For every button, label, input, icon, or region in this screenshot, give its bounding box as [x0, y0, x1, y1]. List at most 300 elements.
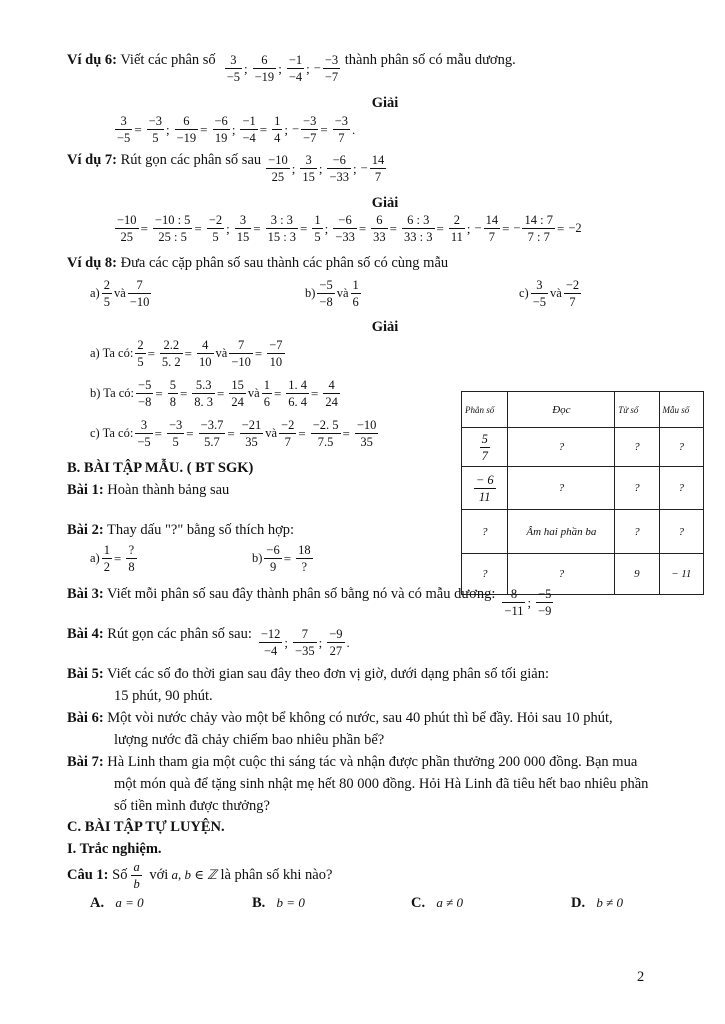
item-tag: b): [252, 551, 263, 566]
separator: ;: [231, 122, 236, 137]
denominator: 7: [374, 170, 382, 184]
fraction: [484, 213, 501, 244]
fraction: [135, 418, 152, 449]
fraction: [371, 213, 388, 244]
fraction: [323, 378, 340, 409]
numerator: 6: [371, 213, 388, 229]
solution-title: [0, 196, 725, 211]
fraction-table: [461, 391, 704, 595]
fraction: [147, 114, 164, 145]
fraction: [126, 543, 136, 574]
fraction: [536, 587, 553, 618]
bai-2: [67, 523, 294, 538]
numerator: 14 : 7: [524, 213, 553, 227]
equals-sign: =: [186, 426, 194, 441]
separator: ;: [353, 161, 357, 176]
solution-prefix: a) Ta có:: [90, 346, 134, 361]
denominator: 7: [284, 435, 291, 449]
example-8-pair-2: [519, 278, 582, 309]
denominator: −9: [538, 604, 552, 618]
equals-sign: =: [200, 122, 208, 137]
table-cell: ?: [659, 467, 703, 510]
exercise-label: Bài 5:: [67, 666, 104, 682]
denominator: 9: [269, 560, 277, 574]
numerator: 1: [263, 378, 270, 392]
fraction: [327, 153, 351, 184]
table-cell: ?: [615, 428, 659, 467]
text-run: Giải: [371, 95, 399, 111]
bai-1: [67, 483, 229, 498]
conjunction: và: [550, 286, 562, 301]
denominator: −8: [138, 395, 152, 409]
equals-sign: =: [184, 346, 193, 361]
denominator: 35: [360, 435, 373, 449]
separator: ;: [306, 61, 310, 76]
table-cell: ?: [659, 510, 703, 554]
table-cell: − 11: [659, 554, 703, 595]
numerator: 2: [103, 278, 110, 292]
question-label: Câu 1:: [67, 866, 109, 883]
numerator: 15: [231, 378, 244, 392]
section-b-heading: [67, 461, 253, 476]
denominator: −4: [242, 131, 256, 145]
solution-fractions: [90, 418, 379, 449]
numerator: 3: [135, 418, 152, 434]
equals-sign: =: [155, 386, 163, 401]
denominator: 5. 2: [161, 355, 181, 369]
denominator: 5: [212, 230, 219, 244]
item-tag: b): [305, 286, 316, 301]
bai-7-line3: [114, 799, 270, 814]
numerator: 3: [225, 53, 242, 69]
math-variables: a, b ∈ ℤ: [168, 866, 217, 882]
numerator: 1. 4: [288, 378, 308, 392]
table-cell: 9: [615, 554, 659, 595]
separator: ;: [466, 221, 471, 236]
fraction: [213, 114, 230, 145]
denominator: 33 : 3: [404, 230, 433, 244]
equals-sign: =: [254, 346, 263, 361]
numerator: −10: [356, 418, 377, 432]
text-run: Giải: [371, 195, 399, 211]
item-tag: a): [90, 286, 100, 301]
bai-5: [67, 667, 549, 682]
numerator: −6: [333, 213, 357, 229]
denominator: −33: [329, 170, 350, 184]
numerator: 6: [253, 53, 277, 69]
numerator: −3: [168, 418, 183, 432]
text-run: Rút gọn các phân số sau: [116, 152, 262, 168]
equals-sign: =: [227, 426, 235, 441]
denominator: 25 : 5: [158, 230, 187, 244]
numerator: 6: [175, 114, 199, 130]
numerator: −12: [260, 627, 281, 641]
text-run: Đưa các cặp phân số sau thành các phân số có cùng mẫu: [116, 255, 449, 271]
example-8-solution-sb: [90, 378, 341, 409]
separator: .: [346, 635, 350, 650]
fraction-list: [265, 153, 387, 184]
denominator: 5: [103, 295, 110, 309]
fraction: [229, 378, 246, 409]
example-8-solution-sc: [90, 418, 379, 449]
fraction: [402, 213, 434, 244]
text-run: Số: [108, 866, 128, 883]
bai-2-b: [252, 543, 314, 574]
text-run: Thay dấu "?" bằng số thích hợp:: [103, 522, 295, 538]
table-cell: ?: [659, 428, 703, 467]
numerator: 3: [115, 114, 132, 130]
fraction: [128, 278, 152, 309]
option-value: b ≠ 0: [593, 895, 623, 910]
numerator: −3: [303, 114, 317, 128]
fraction: [102, 543, 112, 574]
option-letter: A.: [90, 895, 105, 911]
exercise-label: Bài 1:: [67, 482, 104, 498]
fraction: [197, 338, 214, 369]
example-7-statement: [67, 153, 387, 184]
fraction: [370, 153, 387, 184]
fraction-pair: [519, 278, 582, 309]
text-run: Rút gọn các phân số sau:: [103, 626, 252, 642]
equals-sign: =: [342, 426, 350, 441]
equals-sign: =: [179, 386, 188, 401]
numerator: −10 : 5: [154, 213, 191, 227]
text-run: I. Trắc nghiệm.: [67, 841, 162, 857]
fraction: [225, 53, 242, 84]
numerator: a: [133, 860, 140, 874]
table-header-cell: Tử số: [615, 392, 659, 428]
fraction: [160, 338, 183, 369]
denominator: 5: [314, 230, 321, 244]
denominator: −10: [231, 355, 251, 369]
numerator: −10: [117, 213, 137, 227]
fraction: [229, 338, 253, 369]
bai-6-line2: [114, 733, 384, 748]
equals-sign: =: [389, 221, 398, 236]
fraction: [259, 627, 283, 658]
answer-option-b[interactable]: [252, 896, 305, 911]
denominator: −7: [324, 70, 339, 84]
denominator: 10: [269, 355, 283, 369]
equation: [252, 543, 314, 574]
denominator: −5: [226, 70, 240, 84]
equals-sign: =: [311, 386, 319, 401]
numerator: 14: [485, 213, 499, 227]
table-cell: ?: [508, 428, 615, 467]
denominator: 15: [236, 230, 250, 244]
numerator: −3: [334, 114, 348, 128]
example-label: Ví dụ 6:: [67, 52, 117, 68]
denominator: −4: [263, 644, 278, 658]
solution-fractions: [90, 338, 286, 369]
minus-sign: −: [474, 221, 482, 236]
fraction: [323, 53, 340, 84]
numerator: −10: [268, 153, 288, 167]
fraction: [531, 278, 548, 309]
numerator: −2: [208, 213, 223, 227]
denominator: −7: [303, 131, 317, 145]
solution-prefix: b) Ta có:: [90, 386, 135, 401]
equals-sign: =: [436, 221, 444, 236]
fraction: [286, 378, 309, 409]
fraction: [135, 338, 145, 369]
minus-sign: −: [513, 221, 521, 236]
solution-title: [0, 96, 725, 111]
bai-5-line2: [114, 689, 213, 704]
fraction-pair: [305, 278, 362, 309]
numerator: ?: [126, 543, 136, 559]
equals-sign: =: [283, 551, 292, 566]
numerator: −6: [266, 543, 280, 557]
denominator: 15: [302, 170, 315, 184]
equals-sign: =: [358, 221, 367, 236]
numerator: −2: [281, 418, 295, 432]
fraction: [327, 627, 344, 658]
text-run: 15 phút, 90 phút.: [114, 688, 213, 704]
section-c-heading: [67, 820, 225, 835]
solution-fractions: [90, 378, 341, 409]
denominator: 4: [274, 131, 281, 145]
table-header-cell: Phân số: [462, 392, 508, 428]
item-tag: c): [519, 286, 529, 301]
separator: ;: [284, 635, 289, 650]
numerator: 1: [314, 213, 321, 227]
exercise-label: Bài 3:: [67, 586, 104, 602]
fraction-list: [258, 627, 353, 658]
fraction: [301, 114, 318, 145]
answer-option-d[interactable]: [571, 896, 623, 911]
fraction: [136, 378, 153, 409]
separator: .: [352, 122, 356, 137]
numerator: −5: [138, 378, 152, 392]
numerator: − 6: [475, 472, 494, 487]
numerator: −1: [288, 53, 303, 67]
minus-sign: −: [360, 161, 368, 176]
denominator: ?: [301, 560, 308, 574]
numerator: −21: [241, 418, 262, 432]
text-run: là phân số khi nào?: [216, 866, 333, 883]
fraction: [333, 213, 357, 244]
exercise-label: Bài 6:: [67, 710, 104, 726]
denominator: −35: [295, 644, 315, 658]
equals-sign: =: [320, 122, 328, 137]
fraction: [168, 378, 178, 409]
fraction: [333, 114, 350, 145]
separator: ;: [324, 221, 329, 236]
denominator: 10: [199, 355, 212, 369]
denominator: 33: [373, 230, 386, 244]
numerator: 7: [293, 627, 317, 643]
exercise-label: Bài 4:: [67, 626, 104, 642]
denominator: −19: [176, 131, 197, 145]
numerator: 3: [300, 153, 317, 169]
fraction: [240, 418, 264, 449]
result-value: −2: [568, 221, 582, 236]
fraction: [355, 418, 379, 449]
text-run: lượng nước đã chảy chiếm bao nhiêu phần bể?: [114, 732, 385, 748]
text-run: 2: [637, 969, 645, 985]
denominator: −5: [117, 131, 131, 145]
separator: ;: [318, 635, 323, 650]
equals-sign: =: [259, 122, 268, 137]
example-8-solution-sa: [90, 338, 286, 369]
example-6-statement: [67, 53, 516, 84]
equals-sign: =: [194, 221, 202, 236]
separator: ;: [165, 122, 170, 137]
denominator: −19: [254, 70, 275, 84]
denominator: 11: [450, 230, 463, 244]
numerator: 8: [502, 587, 525, 603]
text-run: C. BÀI TẬP TỰ LUYỆN.: [67, 819, 225, 835]
text-run: Hoàn thành bảng sau: [103, 482, 230, 498]
option-letter: D.: [571, 895, 586, 911]
fraction: [293, 627, 317, 658]
fraction: [287, 53, 304, 84]
answer-option-a[interactable]: [90, 896, 144, 911]
section-i-heading: [67, 842, 162, 857]
denominator: −10: [129, 295, 150, 309]
separator: ;: [278, 61, 282, 76]
text-run: Viết các số đo thời gian sau đây theo đơn vị giờ, dưới dạng phân số tối giản:: [103, 666, 549, 682]
fraction: [253, 53, 277, 84]
exercise-label: Bài 2:: [67, 522, 104, 538]
table-cell: [462, 428, 508, 467]
denominator: 27: [329, 644, 343, 658]
text-run: Viết mỗi phân số sau đây thành phân số bằng nó và có mẫu dương:: [103, 586, 496, 602]
fraction-pair: [90, 278, 152, 309]
denominator: 25: [271, 170, 285, 184]
bai-4: [67, 627, 353, 658]
example-7-solution: [114, 213, 582, 244]
conjunction: và: [215, 346, 228, 361]
fraction: [312, 213, 322, 244]
table-cell: ?: [508, 554, 615, 595]
numerator: 6 : 3: [402, 213, 434, 229]
fraction: [115, 114, 132, 145]
numerator: 5: [481, 431, 488, 446]
fraction-list: [224, 53, 341, 84]
page-number: [637, 970, 644, 985]
denominator: 35: [245, 435, 258, 449]
fraction: [192, 378, 215, 409]
numerator: −7: [269, 338, 283, 352]
bai-7-line2: [114, 777, 648, 792]
fraction: [153, 213, 193, 244]
denominator: 5.7: [204, 435, 220, 449]
solution-fractions: [114, 114, 358, 145]
bai-2-a: [90, 543, 138, 574]
equals-sign: =: [134, 122, 142, 137]
bai-7: [67, 755, 637, 770]
numerator: −6: [327, 153, 351, 169]
item-tag: a): [90, 551, 100, 566]
denominator: 7: [481, 448, 488, 463]
text-run: Một vòi nước chảy vào một bể không có nước, sau 40 phút thì bể đầy. Hỏi sau 10 phút,: [103, 710, 613, 726]
fraction: [266, 213, 298, 244]
text-run: thành phân số có mẫu dương.: [341, 52, 516, 68]
text-run: Giải: [371, 319, 399, 335]
fraction: [267, 338, 284, 369]
denominator: −5: [137, 435, 151, 449]
denominator: 8. 3: [194, 395, 214, 409]
fraction: [502, 587, 525, 618]
solution-fractions: [114, 213, 582, 244]
fraction: [272, 114, 282, 145]
numerator: 3 : 3: [266, 213, 298, 229]
denominator: 7 : 7: [527, 230, 550, 244]
separator: ;: [284, 122, 288, 137]
numerator: 4: [323, 378, 340, 394]
numerator: 14: [371, 153, 385, 167]
table-header-cell: Mẫu số: [659, 392, 703, 428]
text-run: B. BÀI TẬP MẪU. ( BT SGK): [67, 460, 254, 476]
denominator: 7: [569, 295, 576, 309]
denominator: 6: [263, 395, 270, 409]
numerator: 3: [235, 213, 252, 229]
separator: ;: [244, 61, 248, 76]
equals-sign: =: [298, 426, 306, 441]
fraction: [235, 213, 252, 244]
equals-sign: =: [273, 386, 282, 401]
numerator: 1: [274, 114, 281, 128]
bai-3: [67, 587, 554, 618]
example-6-solution: [114, 114, 358, 145]
numerator: −2: [565, 278, 580, 292]
equals-sign: =: [113, 551, 122, 566]
fraction: [262, 378, 272, 409]
numerator: −1: [242, 114, 256, 128]
denominator: 7: [488, 230, 495, 244]
denominator: 19: [214, 131, 228, 145]
numerator: 5.3: [192, 378, 215, 394]
table-header-cell: Đọc: [508, 392, 615, 428]
conjunction: và: [265, 426, 278, 441]
numerator: −5: [319, 278, 333, 292]
table-cell: Âm hai phần ba: [508, 510, 615, 554]
fraction: [131, 860, 141, 891]
denominator: 7: [338, 131, 345, 145]
bai-6: [67, 711, 613, 726]
example-label: Ví dụ 7:: [67, 152, 117, 168]
denominator: 8: [128, 560, 135, 574]
equals-sign: =: [300, 221, 308, 236]
exercise-label: Bài 7:: [67, 754, 104, 770]
denominator: −33: [335, 230, 355, 244]
fraction: [311, 418, 341, 449]
fraction: [474, 473, 496, 504]
conjunction: và: [247, 386, 260, 401]
denominator: 5: [137, 355, 144, 369]
conjunction: và: [113, 286, 126, 301]
table-row: [462, 428, 704, 467]
fraction: [199, 418, 226, 449]
numerator: −5: [538, 587, 552, 601]
equals-sign: =: [556, 221, 565, 236]
fraction: [564, 278, 581, 309]
example-8-pair-1: [305, 278, 362, 309]
text-run: một món quà để tặng sinh nhật mẹ hết 80 000 đồng. Hỏi Hà Linh đã tiêu hết bao nhiêu phần: [114, 776, 649, 792]
text-run: Hà Linh tham gia một cuộc thi sáng tác và nhận được phần thưởng 200 000 đồng. Bạn mua: [103, 754, 638, 770]
numerator: 2.2: [160, 338, 183, 354]
fraction: [296, 543, 313, 574]
text-run: Viết các phân số: [116, 52, 216, 68]
answer-option-c[interactable]: [411, 896, 463, 911]
separator: ;: [226, 221, 230, 236]
denominator: −5: [532, 295, 547, 309]
numerator: 1: [352, 278, 359, 292]
denominator: 5: [152, 131, 159, 145]
example-8-statement: [67, 256, 448, 271]
